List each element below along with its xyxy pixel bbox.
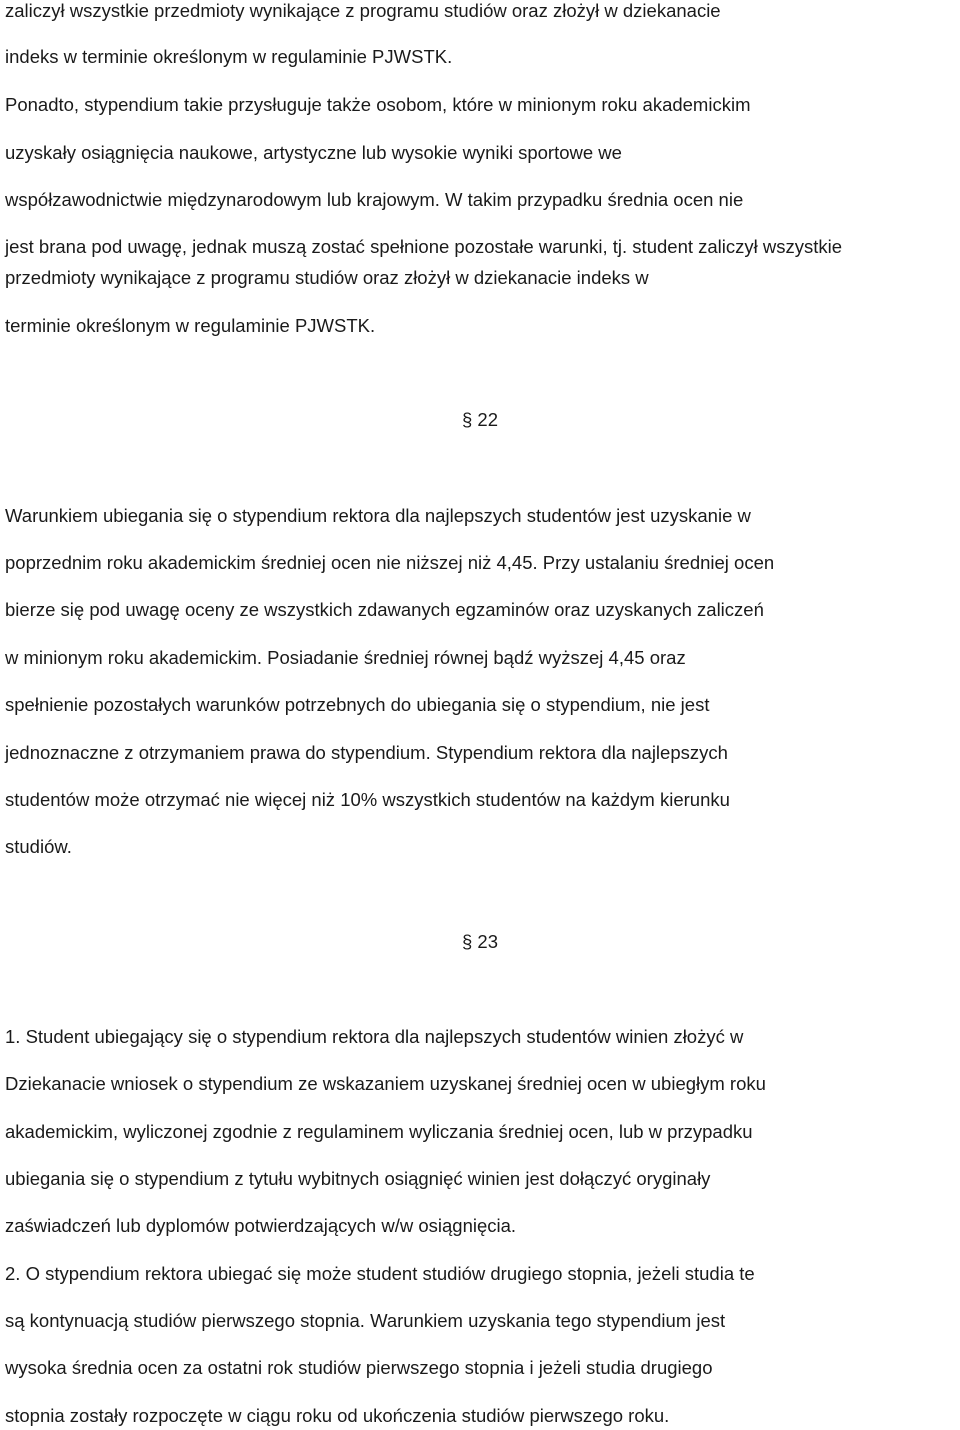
text-line: jednoznaczne z otrzymaniem prawa do stypendium. Stypendium rektora dla najlepszych [5,742,728,763]
text-line: zaliczył wszystkie przedmioty wynikające z programu studiów oraz złożył w dziekanacie [5,0,721,21]
text-line: wysoka średnia ocen za ostatni rok studiów pierwszego stopnia i jeżeli studia drugiego [5,1357,713,1378]
text-line: Ponadto, stypendium takie przysługuje także osobom, które w minionym roku akademickim [5,94,751,115]
text-line: stopnia zostały rozpoczęte w ciągu roku od ukończenia studiów pierwszego roku. [5,1405,670,1426]
text-line: akademickim, wyliczonej zgodnie z regulaminem wyliczania średniej ocen, lub w przypadku [5,1121,753,1142]
text-line: 1. Student ubiegający się o stypendium rektora dla najlepszych studentów winien złożyć w [5,1026,744,1047]
section-heading-22: § 22 [462,409,499,430]
text-line: studentów może otrzymać nie więcej niż 10% wszystkich studentów na każdym kierunku [5,789,730,810]
text-line: 2. O stypendium rektora ubiegać się może student studiów drugiego stopnia, jeżeli studia te [5,1263,755,1284]
text-line: są kontynuacją studiów pierwszego stopnia. Warunkiem uzyskania tego stypendium jest [5,1310,726,1331]
text-line: studiów. [5,836,72,857]
text-line: Dziekanacie wniosek o stypendium ze wskazaniem uzyskanej średniej ocen w ubiegłym roku [5,1073,766,1094]
text-line: indeks w terminie określonym w regulaminie PJWSTK. [5,46,453,67]
text-line: spełnienie pozostałych warunków potrzebnych do ubiegania się o stypendium, nie jest [5,694,710,715]
text-line: Warunkiem ubiegania się o stypendium rektora dla najlepszych studentów jest uzyskanie w [5,505,751,526]
text-line: ubiegania się o stypendium z tytułu wybitnych osiągnięć winien jest dołączyć oryginały [5,1168,711,1189]
text-line: współzawodnictwie międzynarodowym lub krajowym. W takim przypadku średnia ocen nie [5,189,744,210]
text-line: jest brana pod uwagę, jednak muszą zostać spełnione pozostałe warunki, tj. student zaliczył wszystkie [5,236,843,257]
text-line: terminie określonym w regulaminie PJWSTK. [5,315,376,336]
text-line: w minionym roku akademickim. Posiadanie średniej równej bądź wyższej 4,45 oraz [5,647,686,668]
section-heading-23: § 23 [462,931,499,952]
text-line: uzyskały osiągnięcia naukowe, artystyczne lub wysokie wyniki sportowe we [5,142,622,163]
text-line: przedmioty wynikające z programu studiów oraz złożył w dziekanacie indeks w [5,267,649,288]
text-line: zaświadczeń lub dyplomów potwierdzających w/w osiągnięcia. [5,1215,517,1236]
text-line: poprzednim roku akademickim średniej ocen nie niższej niż 4,45. Przy ustalaniu średniej ocen [5,552,775,573]
text-line: bierze się pod uwagę oceny ze wszystkich zdawanych egzaminów oraz uzyskanych zaliczeń [5,599,764,620]
